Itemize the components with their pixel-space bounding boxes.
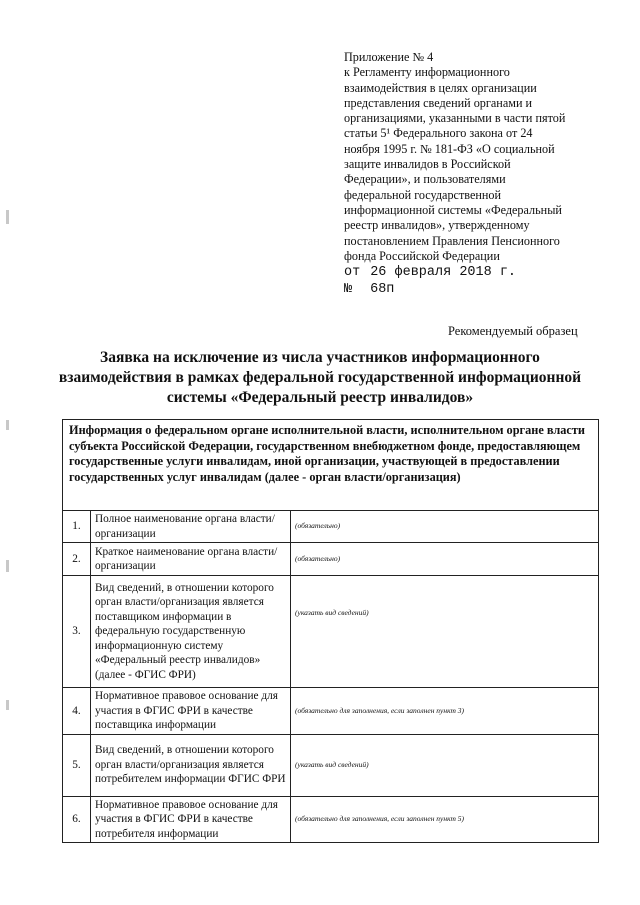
- row-value-field[interactable]: (обязательно): [291, 543, 599, 576]
- table-row: [63, 576, 599, 688]
- row-value-field[interactable]: (обязательно для заполнения, если заполнен пункт 5): [291, 796, 599, 843]
- appendix-line: реестр инвалидов», утвержденному: [344, 218, 530, 233]
- appendix-line: Федерации», и пользователями: [344, 172, 506, 187]
- approval-number: [344, 281, 614, 298]
- appendix-line: статьи 5¹ Федерального закона от 24: [344, 126, 533, 141]
- appendix-line: постановлением Правления Пенсионного: [344, 233, 560, 248]
- row-number: 5.: [63, 734, 91, 796]
- appendix-line: информационной системы «Федеральный: [344, 202, 562, 217]
- table-row: [63, 796, 599, 843]
- date-value: 26 февраля 2018 г.: [370, 265, 517, 281]
- appendix-line: ноября 1995 г. № 181-ФЗ «О социальной: [344, 141, 555, 156]
- row-label: Вид сведений, в отношении которого орган власти/организация является потребителем информации ФГИС ФРИ: [91, 734, 291, 796]
- table-row: [63, 688, 599, 735]
- row-number: 2.: [63, 543, 91, 576]
- table-header-row: [63, 420, 599, 511]
- appendix-line: представления сведений органами и: [344, 95, 533, 110]
- table-row: [63, 734, 599, 796]
- row-number: 4.: [63, 688, 91, 735]
- row-value-field[interactable]: (обязательно): [291, 511, 599, 543]
- application-form-table: [62, 419, 599, 843]
- row-label: Нормативное правовое основание для участия в ФГИС ФРИ в качестве потребителя информации: [91, 796, 291, 843]
- appendix-line: взаимодействия в целях организации: [344, 80, 537, 95]
- title-line: системы «Федеральный реестр инвалидов»: [166, 389, 474, 406]
- appendix-title: Приложение № 4: [344, 50, 434, 64]
- row-label: Вид сведений, в отношении которого орган власти/организация является поставщиком информации в федеральную государственную информационную систему «Федеральный реестр инвалидов» (далее - ФГИС ФРИ): [91, 576, 291, 688]
- row-value-field[interactable]: (указать вид сведений): [291, 576, 599, 688]
- approval-date: [344, 264, 614, 281]
- row-value-field[interactable]: (обязательно для заполнения, если заполнен пункт 3): [291, 688, 599, 735]
- table-header: Информация о федеральном органе исполнительной власти, исполнительном органе власти субъекта Российской Федерации, государственном внебюджетном фонде, предоставляющем государственные услуги инвалидам, иной организации, участвующей в предоставлении государственных услуг инвалидам (далее - орган власти/организация): [63, 420, 599, 511]
- table-row: [63, 543, 599, 576]
- recommended-sample-label: Рекомендуемый образец: [448, 324, 578, 338]
- row-number: 6.: [63, 796, 91, 843]
- appendix-line: федеральной государственной: [344, 187, 502, 202]
- appendix-line: к Регламенту информационного: [344, 65, 510, 80]
- number-value: 68п: [370, 282, 395, 298]
- appendix-line: защите инвалидов в Российской: [344, 157, 511, 172]
- row-label: Нормативное правовое основание для участия в ФГИС ФРИ в качестве поставщика информации: [91, 688, 291, 735]
- row-value-field[interactable]: (указать вид сведений): [291, 734, 599, 796]
- date-label: от: [344, 265, 361, 281]
- row-label: Краткое наименование органа власти/организации: [91, 543, 291, 576]
- document-title: [50, 348, 590, 408]
- title-line: Заявка на исключение из числа участников информационного: [100, 349, 540, 366]
- row-number: 1.: [63, 511, 91, 543]
- appendix-block: [344, 50, 614, 298]
- number-label: №: [344, 282, 353, 298]
- row-label: Полное наименование органа власти/организации: [91, 511, 291, 543]
- title-line: взаимодействия в рамках федеральной государственной информационной: [58, 369, 582, 386]
- appendix-line: фонда Российской Федерации: [344, 248, 500, 263]
- row-number: 3.: [63, 576, 91, 688]
- table-row: [63, 511, 599, 543]
- appendix-line: организациями, указанными в части пятой: [344, 111, 566, 126]
